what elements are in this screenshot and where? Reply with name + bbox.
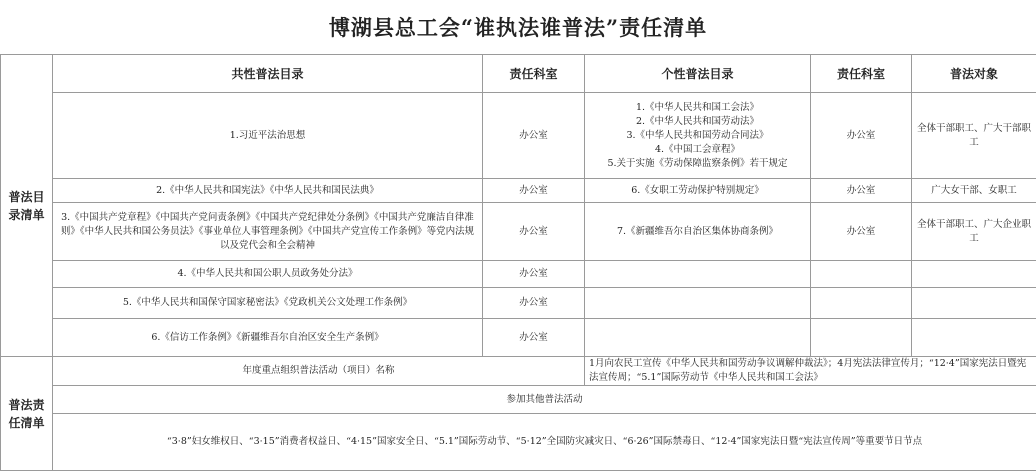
table-row <box>1 288 1036 319</box>
dept-cell: 办公室 <box>483 261 585 288</box>
dept-cell: 办公室 <box>483 203 585 261</box>
table-row <box>1 203 1036 261</box>
common-item: 5.《中华人民共和国保守国家秘密法》《党政机关公文处理工作条例》 <box>53 288 483 319</box>
individual-item <box>585 93 811 179</box>
header-individual-catalog: 个性普法目录 <box>585 55 811 93</box>
dept-cell <box>811 261 912 288</box>
individual-law: 6.《女职工劳动保护特别规定》 <box>589 184 806 198</box>
dept-cell: 办公室 <box>483 179 585 203</box>
individual-item <box>585 319 811 357</box>
individual-law: 3.《中华人民共和国劳动合同法》 <box>589 129 806 143</box>
common-item: 3.《中国共产党章程》《中国共产党问责条例》《中国共产党纪律处分条例》《中国共产党廉洁自律准则》《中华人民共和国公务员法》《事业单位人事管理条例》《中国共产党宣传工作条例》等党内法规以及党代会和全会精神 <box>53 203 483 261</box>
individual-item <box>585 179 811 203</box>
other-activity-value: “3·8”妇女维权日、“3·15”消费者权益日、“4·15”国家安全日、“5.1”国际劳动节、“5·12”全国防灾减灾日、“6·26”国际禁毒日、“12·4”国家宪法日暨“宪法宣传周”等重要节日节点 <box>53 414 1036 471</box>
annual-activity-value: 1月向农民工宣传《中华人民共和国劳动争议调解仲裁法》；4月宪法法律宣传月；“12·4”国家宪法日暨宪法宣传周；“5.1”国际劳动节《中华人民共和国工会法》 <box>585 357 1036 386</box>
target-cell <box>912 261 1036 288</box>
other-activity-label-row <box>1 386 1036 414</box>
target-cell: 全体干部职工、广大干部职工 <box>912 93 1036 179</box>
dept-cell <box>811 288 912 319</box>
common-item: 4.《中华人民共和国公职人员政务处分法》 <box>53 261 483 288</box>
header-dept-2: 责任科室 <box>811 55 912 93</box>
dept-cell: 办公室 <box>483 288 585 319</box>
table-row <box>1 179 1036 203</box>
common-item: 6.《信访工作条例》《新疆维吾尔自治区安全生产条例》 <box>53 319 483 357</box>
target-cell <box>912 288 1036 319</box>
dept-cell: 办公室 <box>483 93 585 179</box>
table-row <box>1 319 1036 357</box>
page-title: 博湖县总工会“谁执法谁普法”责任清单 <box>0 0 1036 54</box>
individual-item <box>585 203 811 261</box>
dept-cell: 办公室 <box>483 319 585 357</box>
header-dept-1: 责任科室 <box>483 55 585 93</box>
individual-item <box>585 288 811 319</box>
section-label-responsibility: 普法责任清单 <box>1 357 53 471</box>
table-row <box>1 261 1036 288</box>
individual-item <box>585 261 811 288</box>
annual-activity-row <box>1 357 1036 386</box>
individual-law: 2.《中华人民共和国劳动法》 <box>589 115 806 129</box>
target-cell: 广大女干部、女职工 <box>912 179 1036 203</box>
header-row <box>1 55 1036 93</box>
header-common-catalog: 共性普法目录 <box>53 55 483 93</box>
individual-law: 7.《新疆维吾尔自治区集体协商条例》 <box>589 225 806 239</box>
target-cell: 全体干部职工、广大企业职工 <box>912 203 1036 261</box>
dept-cell <box>811 319 912 357</box>
dept-cell: 办公室 <box>811 203 912 261</box>
dept-cell: 办公室 <box>811 179 912 203</box>
annual-activity-label: 年度重点组织普法活动（项目）名称 <box>53 357 585 386</box>
section-label-list: 普法目录清单 <box>1 55 53 357</box>
individual-law: 5.关于实施《劳动保障监察条例》若干规定 <box>589 157 806 171</box>
target-cell <box>912 319 1036 357</box>
individual-law: 1.《中华人民共和国工会法》 <box>589 101 806 115</box>
header-target: 普法对象 <box>912 55 1036 93</box>
dept-cell: 办公室 <box>811 93 912 179</box>
common-item: 1.习近平法治思想 <box>53 93 483 179</box>
other-activity-value-row <box>1 414 1036 471</box>
table-row <box>1 93 1036 179</box>
other-activity-label: 参加其他普法活动 <box>53 386 1036 414</box>
common-item: 2.《中华人民共和国宪法》《中华人民共和国民法典》 <box>53 179 483 203</box>
responsibility-table <box>0 54 1036 471</box>
individual-law: 4.《中国工会章程》 <box>589 143 806 157</box>
